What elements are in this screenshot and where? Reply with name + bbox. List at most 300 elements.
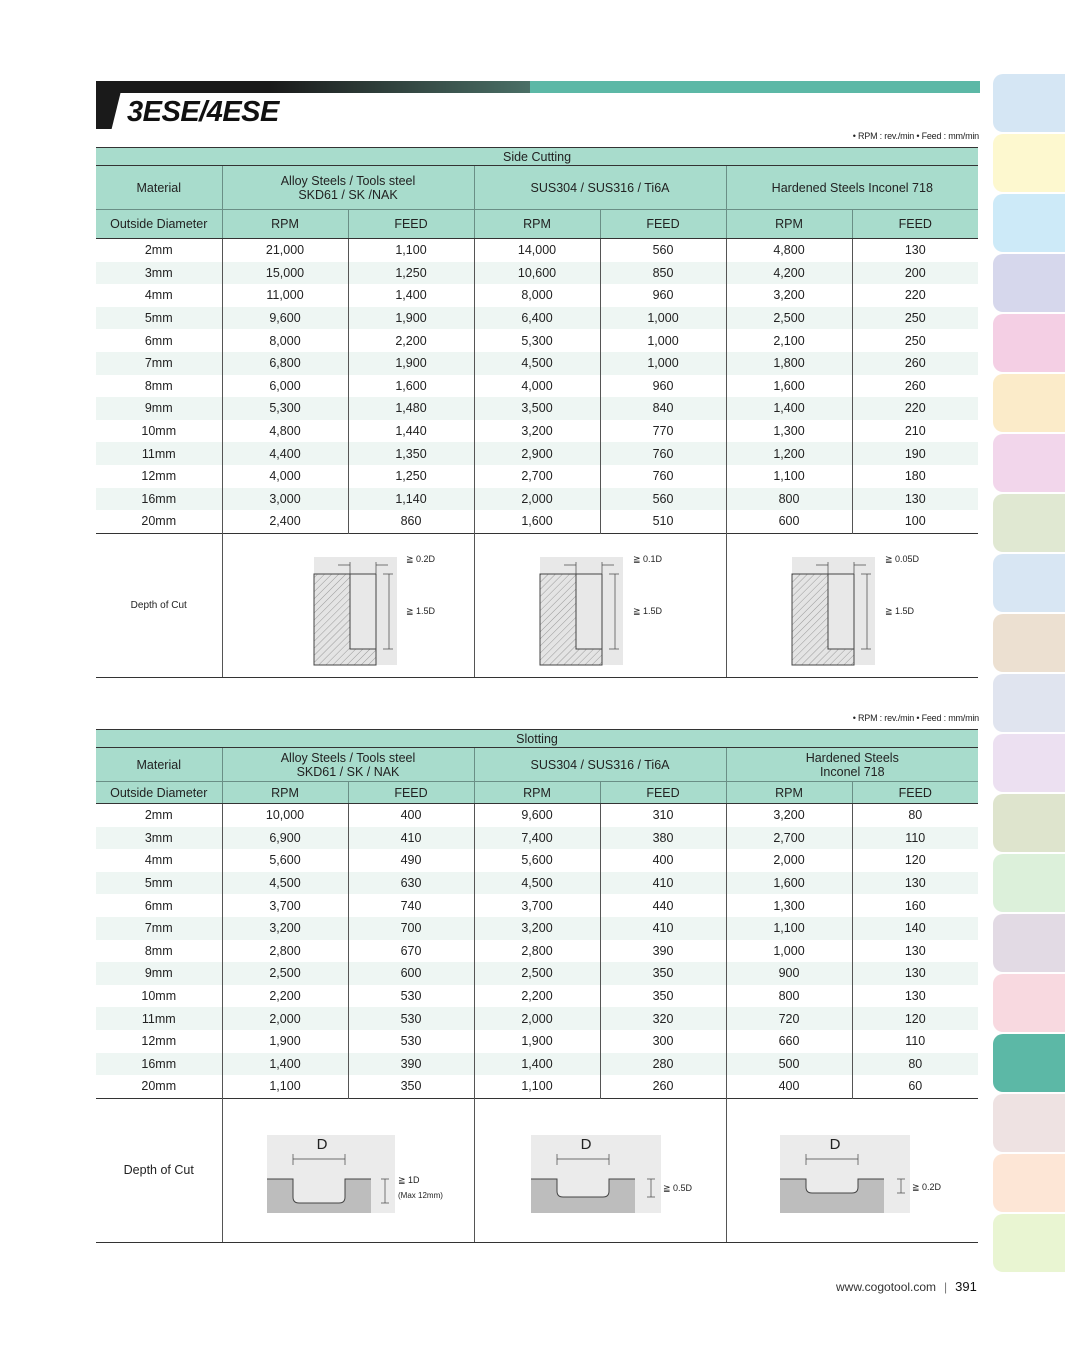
feed-cell: 1,000: [600, 352, 726, 375]
feed-cell: 320: [600, 1007, 726, 1030]
table-row: [96, 488, 978, 511]
table-row: [96, 510, 978, 533]
side-cut-diagram-svg: [475, 534, 727, 674]
feed-cell: 400: [348, 804, 474, 827]
rpm-cell: 4,500: [222, 872, 348, 895]
section-tab-7[interactable]: [993, 434, 1065, 492]
feed-cell: 80: [852, 1053, 978, 1076]
feed-cell: 110: [852, 827, 978, 850]
slot-diagram-1: [222, 1098, 474, 1242]
rpm-cell: 1,100: [726, 465, 852, 488]
material-alloy-line2: SKD61 / SK /NAK: [298, 187, 398, 202]
rpm-cell: 2,800: [474, 940, 600, 963]
feed-cell: 100: [852, 510, 978, 533]
table-row: [96, 985, 978, 1008]
rpm-cell: 1,800: [726, 352, 852, 375]
slot-depth-text: ≧ 1D: [397, 1174, 420, 1185]
table-row: [96, 827, 978, 850]
table-row: [96, 962, 978, 985]
rpm-cell: 1,600: [726, 375, 852, 398]
feed-cell: 1,440: [348, 420, 474, 443]
diameter-cell: 6mm: [144, 898, 173, 913]
outside-diameter-label: Outside Diameter: [96, 782, 222, 804]
material-sus: SUS304 / SUS316 / Ti6A: [474, 166, 726, 210]
diameter-cell: 12mm: [141, 1034, 177, 1049]
rpm-cell: 6,800: [222, 352, 348, 375]
depth-of-cut-label: Depth of Cut: [96, 533, 222, 677]
section-tab-4[interactable]: [993, 254, 1065, 312]
feed-cell: 350: [348, 1075, 474, 1098]
unit-note-slotting: • RPM : rev./min • Feed : mm/min: [852, 713, 979, 723]
feed-cell: 1,250: [348, 465, 474, 488]
slot-depth-text: ≧ 0.5D: [662, 1182, 692, 1193]
feed-cell: 1,250: [348, 262, 474, 285]
table-row: [96, 1030, 978, 1053]
feed-cell: 1,600: [348, 375, 474, 398]
feed-cell: 670: [348, 940, 474, 963]
material-alloy-line1: Alloy Steels / Tools steel: [280, 750, 416, 765]
feed-cell: 80: [852, 804, 978, 827]
rpm-header: RPM: [474, 782, 600, 804]
rpm-cell: 1,300: [726, 420, 852, 443]
diameter-cell: 5mm: [96, 872, 222, 895]
diameter-cell: 4mm: [144, 853, 173, 868]
feed-cell: 130: [852, 239, 978, 262]
rpm-cell: 5,600: [222, 849, 348, 872]
table-row: [96, 917, 978, 940]
rpm-cell: 1,900: [474, 1030, 600, 1053]
diameter-cell: 4mm: [144, 288, 173, 303]
rpm-cell: 2,000: [726, 849, 852, 872]
material-sus: SUS304 / SUS316 / Ti6A: [474, 748, 726, 782]
feed-cell: 770: [600, 420, 726, 443]
rpm-cell: 4,400: [222, 442, 348, 465]
rpm-header: RPM: [222, 210, 348, 239]
diameter-cell: 12mm: [141, 469, 177, 484]
rpm-cell: 11,000: [222, 284, 348, 307]
feed-cell: 560: [600, 488, 726, 511]
section-tab-14[interactable]: [993, 854, 1065, 912]
rpm-cell: 6,900: [222, 827, 348, 850]
section-tab-6[interactable]: [993, 374, 1065, 432]
rpm-cell: 2,400: [222, 510, 348, 533]
slotting-title: Slotting: [96, 730, 978, 748]
rpm-cell: 10,600: [474, 262, 600, 285]
feed-cell: 130: [852, 985, 978, 1008]
side-cut-diagram-1: [222, 533, 474, 677]
rpm-cell: 2,200: [222, 985, 348, 1008]
unit-note-side-cutting: • RPM : rev./min • Feed : mm/min: [852, 131, 979, 141]
feed-cell: 380: [600, 827, 726, 850]
rpm-cell: 400: [726, 1075, 852, 1098]
title-bar: [96, 81, 980, 93]
feed-cell: 300: [600, 1030, 726, 1053]
rpm-cell: 2,000: [474, 1007, 600, 1030]
feed-cell: 740: [348, 894, 474, 917]
feed-cell: 530: [348, 1007, 474, 1030]
rpm-cell: 9,600: [474, 804, 600, 827]
table-row: [96, 1007, 978, 1030]
feed-header: FEED: [852, 782, 978, 804]
diameter-cell: 20mm: [141, 1079, 177, 1094]
feed-cell: 400: [600, 849, 726, 872]
table-row: [96, 397, 978, 420]
feed-cell: 310: [600, 804, 726, 827]
feed-cell: 250: [852, 307, 978, 330]
section-tab-11[interactable]: [993, 674, 1065, 732]
rpm-cell: 3,500: [474, 397, 600, 420]
diameter-cell: 16mm: [96, 488, 222, 511]
section-tab-18[interactable]: [993, 1094, 1065, 1152]
rpm-cell: 5,300: [474, 329, 600, 352]
feed-cell: 760: [600, 442, 726, 465]
diameter-label: D: [316, 1135, 327, 1153]
side-cut-diagram-2: [474, 533, 726, 677]
rpm-cell: 5,300: [222, 397, 348, 420]
rpm-cell: 1,400: [474, 1053, 600, 1076]
diameter-cell: 10mm: [141, 424, 177, 439]
rpm-cell: 4,800: [222, 420, 348, 443]
side-cutting-rows: [96, 239, 978, 534]
rpm-cell: 1,300: [726, 894, 852, 917]
table-row: [96, 352, 978, 375]
section-tab-3[interactable]: [993, 194, 1065, 252]
material-hardened-line1: Hardened Steels: [805, 750, 899, 765]
feed-cell: 840: [600, 397, 726, 420]
feed-cell: 180: [852, 465, 978, 488]
rpm-cell: 3,200: [474, 420, 600, 443]
page-title: 3ESE/4ESE: [127, 96, 279, 128]
section-tab-20[interactable]: [993, 1214, 1065, 1272]
feed-cell: 440: [600, 894, 726, 917]
footer: [836, 1279, 977, 1294]
feed-cell: 1,400: [348, 284, 474, 307]
section-tab-17[interactable]: [993, 1034, 1065, 1092]
feed-cell: 140: [852, 917, 978, 940]
feed-cell: 390: [600, 940, 726, 963]
rpm-cell: 21,000: [222, 239, 348, 262]
rpm-cell: 3,700: [222, 894, 348, 917]
section-tab-9[interactable]: [993, 554, 1065, 612]
feed-cell: 260: [600, 1075, 726, 1098]
rpm-cell: 10,000: [222, 804, 348, 827]
section-tabs: [993, 74, 1065, 1274]
rpm-cell: 4,000: [474, 375, 600, 398]
rpm-header: RPM: [474, 210, 600, 239]
table-row: [96, 894, 978, 917]
axial-depth-text: ≧ 1.5D: [632, 605, 662, 616]
material-hardened-line2: Inconel 718: [819, 764, 885, 779]
rpm-cell: 3,000: [222, 488, 348, 511]
outside-diameter-label: Outside Diameter: [96, 210, 222, 239]
table-row: [96, 849, 978, 872]
feed-cell: 130: [852, 940, 978, 963]
feed-cell: 220: [852, 397, 978, 420]
table-row: [96, 375, 978, 398]
table-row: [96, 804, 978, 827]
material-alloy-line1: Alloy Steels / Tools steel: [280, 173, 416, 188]
table-row: [96, 872, 978, 895]
rpm-cell: 800: [726, 488, 852, 511]
rpm-cell: 4,800: [726, 239, 852, 262]
rpm-cell: 1,900: [222, 1030, 348, 1053]
feed-header: FEED: [600, 210, 726, 239]
table-row: [96, 465, 978, 488]
slot-depth-note: (Max 12mm): [397, 1190, 443, 1200]
slot-diagram-svg: [223, 1099, 475, 1239]
table-row: [96, 329, 978, 352]
diameter-cell: 2mm: [144, 808, 173, 823]
diameter-cell: 11mm: [96, 442, 222, 465]
diameter-cell: 10mm: [141, 989, 177, 1004]
material-hardened: [726, 748, 978, 782]
rpm-cell: 14,000: [474, 239, 600, 262]
rpm-cell: 3,200: [726, 804, 852, 827]
side-cutting-title: Side Cutting: [96, 148, 978, 166]
material-alloy-steels: [222, 748, 474, 782]
slot-diagram-svg: [727, 1099, 979, 1239]
feed-cell: 130: [852, 872, 978, 895]
diameter-cell: 6mm: [144, 333, 173, 348]
feed-header: FEED: [852, 210, 978, 239]
diameter-label: D: [829, 1135, 840, 1153]
feed-cell: 510: [600, 510, 726, 533]
rpm-cell: 600: [726, 510, 852, 533]
diameter-cell: 7mm: [96, 917, 222, 940]
material-label: Material: [96, 748, 222, 782]
footer-separator: |: [944, 1280, 948, 1294]
rpm-header: RPM: [726, 782, 852, 804]
rpm-cell: 800: [726, 985, 852, 1008]
feed-header: FEED: [600, 782, 726, 804]
feed-cell: 160: [852, 894, 978, 917]
table-row: [96, 284, 978, 307]
radial-depth-text: ≧ 0.2D: [405, 553, 435, 564]
rpm-header: RPM: [222, 782, 348, 804]
diameter-cell: 2mm: [144, 243, 173, 258]
feed-cell: 1,000: [600, 307, 726, 330]
feed-header: FEED: [348, 210, 474, 239]
rpm-cell: 1,400: [726, 397, 852, 420]
rpm-cell: 3,700: [474, 894, 600, 917]
feed-cell: 630: [348, 872, 474, 895]
feed-cell: 60: [852, 1075, 978, 1098]
page-number: 391: [955, 1279, 977, 1294]
rpm-cell: 3,200: [222, 917, 348, 940]
feed-cell: 220: [852, 284, 978, 307]
rpm-cell: 3,200: [474, 917, 600, 940]
rpm-cell: 2,500: [222, 962, 348, 985]
rpm-cell: 1,600: [474, 510, 600, 533]
rpm-cell: 1,100: [222, 1075, 348, 1098]
diameter-cell: 16mm: [96, 1053, 222, 1076]
slot-depth-text: ≧ 0.2D: [911, 1181, 941, 1192]
feed-cell: 560: [600, 239, 726, 262]
rpm-cell: 1,100: [726, 917, 852, 940]
section-tab-5[interactable]: [993, 314, 1065, 372]
side-cut-diagram-svg: [727, 534, 979, 674]
section-tab-1[interactable]: [993, 74, 1065, 132]
rpm-cell: 2,500: [474, 962, 600, 985]
rpm-cell: 4,000: [222, 465, 348, 488]
feed-cell: 410: [348, 827, 474, 850]
rpm-cell: 6,000: [222, 375, 348, 398]
side-cut-diagram-3: [726, 533, 978, 677]
rpm-cell: 8,000: [474, 284, 600, 307]
section-tab-8[interactable]: [993, 494, 1065, 552]
table-row: [96, 420, 978, 443]
section-tab-2[interactable]: [993, 134, 1065, 192]
feed-cell: 700: [348, 917, 474, 940]
material-alloy-line2: SKD61 / SK / NAK: [296, 764, 400, 779]
section-tab-12[interactable]: [993, 734, 1065, 792]
material-label: Material: [96, 166, 222, 210]
feed-cell: 190: [852, 442, 978, 465]
rpm-cell: 2,000: [222, 1007, 348, 1030]
feed-cell: 530: [348, 985, 474, 1008]
diameter-cell: 20mm: [141, 514, 177, 529]
rpm-cell: 5,600: [474, 849, 600, 872]
rpm-cell: 2,900: [474, 442, 600, 465]
material-hardened: Hardened Steels Inconel 718: [726, 166, 978, 210]
feed-cell: 860: [348, 510, 474, 533]
depth-of-cut-label: Depth of Cut: [96, 1098, 222, 1242]
rpm-cell: 15,000: [222, 262, 348, 285]
diameter-cell: 5mm: [96, 307, 222, 330]
feed-cell: 260: [852, 375, 978, 398]
rpm-cell: 2,000: [474, 488, 600, 511]
side-cut-diagram-svg: [223, 534, 475, 674]
feed-cell: 490: [348, 849, 474, 872]
section-tab-10[interactable]: [993, 614, 1065, 672]
slotting-table: [96, 729, 978, 1243]
table-row: [96, 940, 978, 963]
slot-diagram-svg: [475, 1099, 727, 1239]
rpm-cell: 2,700: [726, 827, 852, 850]
section-tab-13[interactable]: [993, 794, 1065, 852]
rpm-cell: 1,100: [474, 1075, 600, 1098]
diameter-cell: 3mm: [96, 262, 222, 285]
feed-cell: 410: [600, 917, 726, 940]
feed-cell: 600: [348, 962, 474, 985]
title-accent-block: [96, 87, 122, 129]
rpm-cell: 1,200: [726, 442, 852, 465]
rpm-cell: 2,100: [726, 329, 852, 352]
title-bar-dark-segment: [96, 81, 530, 93]
rpm-cell: 500: [726, 1053, 852, 1076]
feed-cell: 850: [600, 262, 726, 285]
rpm-cell: 1,400: [222, 1053, 348, 1076]
table-row: [96, 442, 978, 465]
diameter-cell: 7mm: [96, 352, 222, 375]
rpm-cell: 2,700: [474, 465, 600, 488]
feed-cell: 960: [600, 284, 726, 307]
section-tab-15[interactable]: [993, 914, 1065, 972]
material-alloy-steels: [222, 166, 474, 210]
rpm-cell: 660: [726, 1030, 852, 1053]
radial-depth-text: ≧ 0.1D: [632, 553, 662, 564]
feed-cell: 350: [600, 985, 726, 1008]
section-tab-19[interactable]: [993, 1154, 1065, 1212]
rpm-cell: 1,000: [726, 940, 852, 963]
feed-cell: 210: [852, 420, 978, 443]
slot-diagram-3: [726, 1098, 978, 1242]
diameter-cell: 8mm: [144, 378, 173, 393]
footer-url[interactable]: www.cogotool.com: [836, 1280, 937, 1294]
rpm-cell: 4,500: [474, 872, 600, 895]
feed-cell: 410: [600, 872, 726, 895]
rpm-cell: 1,600: [726, 872, 852, 895]
rpm-cell: 9,600: [222, 307, 348, 330]
diameter-cell: 3mm: [96, 827, 222, 850]
feed-cell: 2,200: [348, 329, 474, 352]
feed-cell: 110: [852, 1030, 978, 1053]
radial-depth-text: ≧ 0.05D: [884, 553, 919, 564]
feed-cell: 1,000: [600, 329, 726, 352]
rpm-cell: 3,200: [726, 284, 852, 307]
rpm-cell: 7,400: [474, 827, 600, 850]
feed-cell: 280: [600, 1053, 726, 1076]
feed-cell: 1,140: [348, 488, 474, 511]
feed-cell: 530: [348, 1030, 474, 1053]
feed-cell: 260: [852, 352, 978, 375]
rpm-cell: 900: [726, 962, 852, 985]
rpm-header: RPM: [726, 210, 852, 239]
diameter-label: D: [580, 1135, 591, 1153]
table-row: [96, 239, 978, 262]
feed-cell: 1,350: [348, 442, 474, 465]
section-tab-16[interactable]: [993, 974, 1065, 1032]
rpm-cell: 720: [726, 1007, 852, 1030]
rpm-cell: 2,800: [222, 940, 348, 963]
feed-cell: 130: [852, 488, 978, 511]
rpm-cell: 8,000: [222, 329, 348, 352]
feed-cell: 960: [600, 375, 726, 398]
slotting-rows: [96, 804, 978, 1099]
feed-cell: 350: [600, 962, 726, 985]
feed-cell: 200: [852, 262, 978, 285]
feed-cell: 120: [852, 849, 978, 872]
table-row: [96, 262, 978, 285]
feed-header: FEED: [348, 782, 474, 804]
table-row: [96, 1075, 978, 1098]
side-cutting-table: [96, 147, 978, 678]
feed-cell: 1,900: [348, 307, 474, 330]
feed-cell: 120: [852, 1007, 978, 1030]
rpm-cell: 4,200: [726, 262, 852, 285]
axial-depth-text: ≧ 1.5D: [405, 605, 435, 616]
feed-cell: 1,480: [348, 397, 474, 420]
rpm-cell: 2,500: [726, 307, 852, 330]
table-row: [96, 1053, 978, 1076]
diameter-cell: 11mm: [96, 1007, 222, 1030]
axial-depth-text: ≧ 1.5D: [884, 605, 914, 616]
diameter-cell: 8mm: [144, 943, 173, 958]
slot-diagram-2: [474, 1098, 726, 1242]
diameter-cell: 9mm: [96, 397, 222, 420]
feed-cell: 130: [852, 962, 978, 985]
table-row: [96, 307, 978, 330]
feed-cell: 1,900: [348, 352, 474, 375]
feed-cell: 1,100: [348, 239, 474, 262]
diameter-cell: 9mm: [96, 962, 222, 985]
rpm-cell: 6,400: [474, 307, 600, 330]
feed-cell: 390: [348, 1053, 474, 1076]
feed-cell: 760: [600, 465, 726, 488]
rpm-cell: 2,200: [474, 985, 600, 1008]
feed-cell: 250: [852, 329, 978, 352]
rpm-cell: 4,500: [474, 352, 600, 375]
